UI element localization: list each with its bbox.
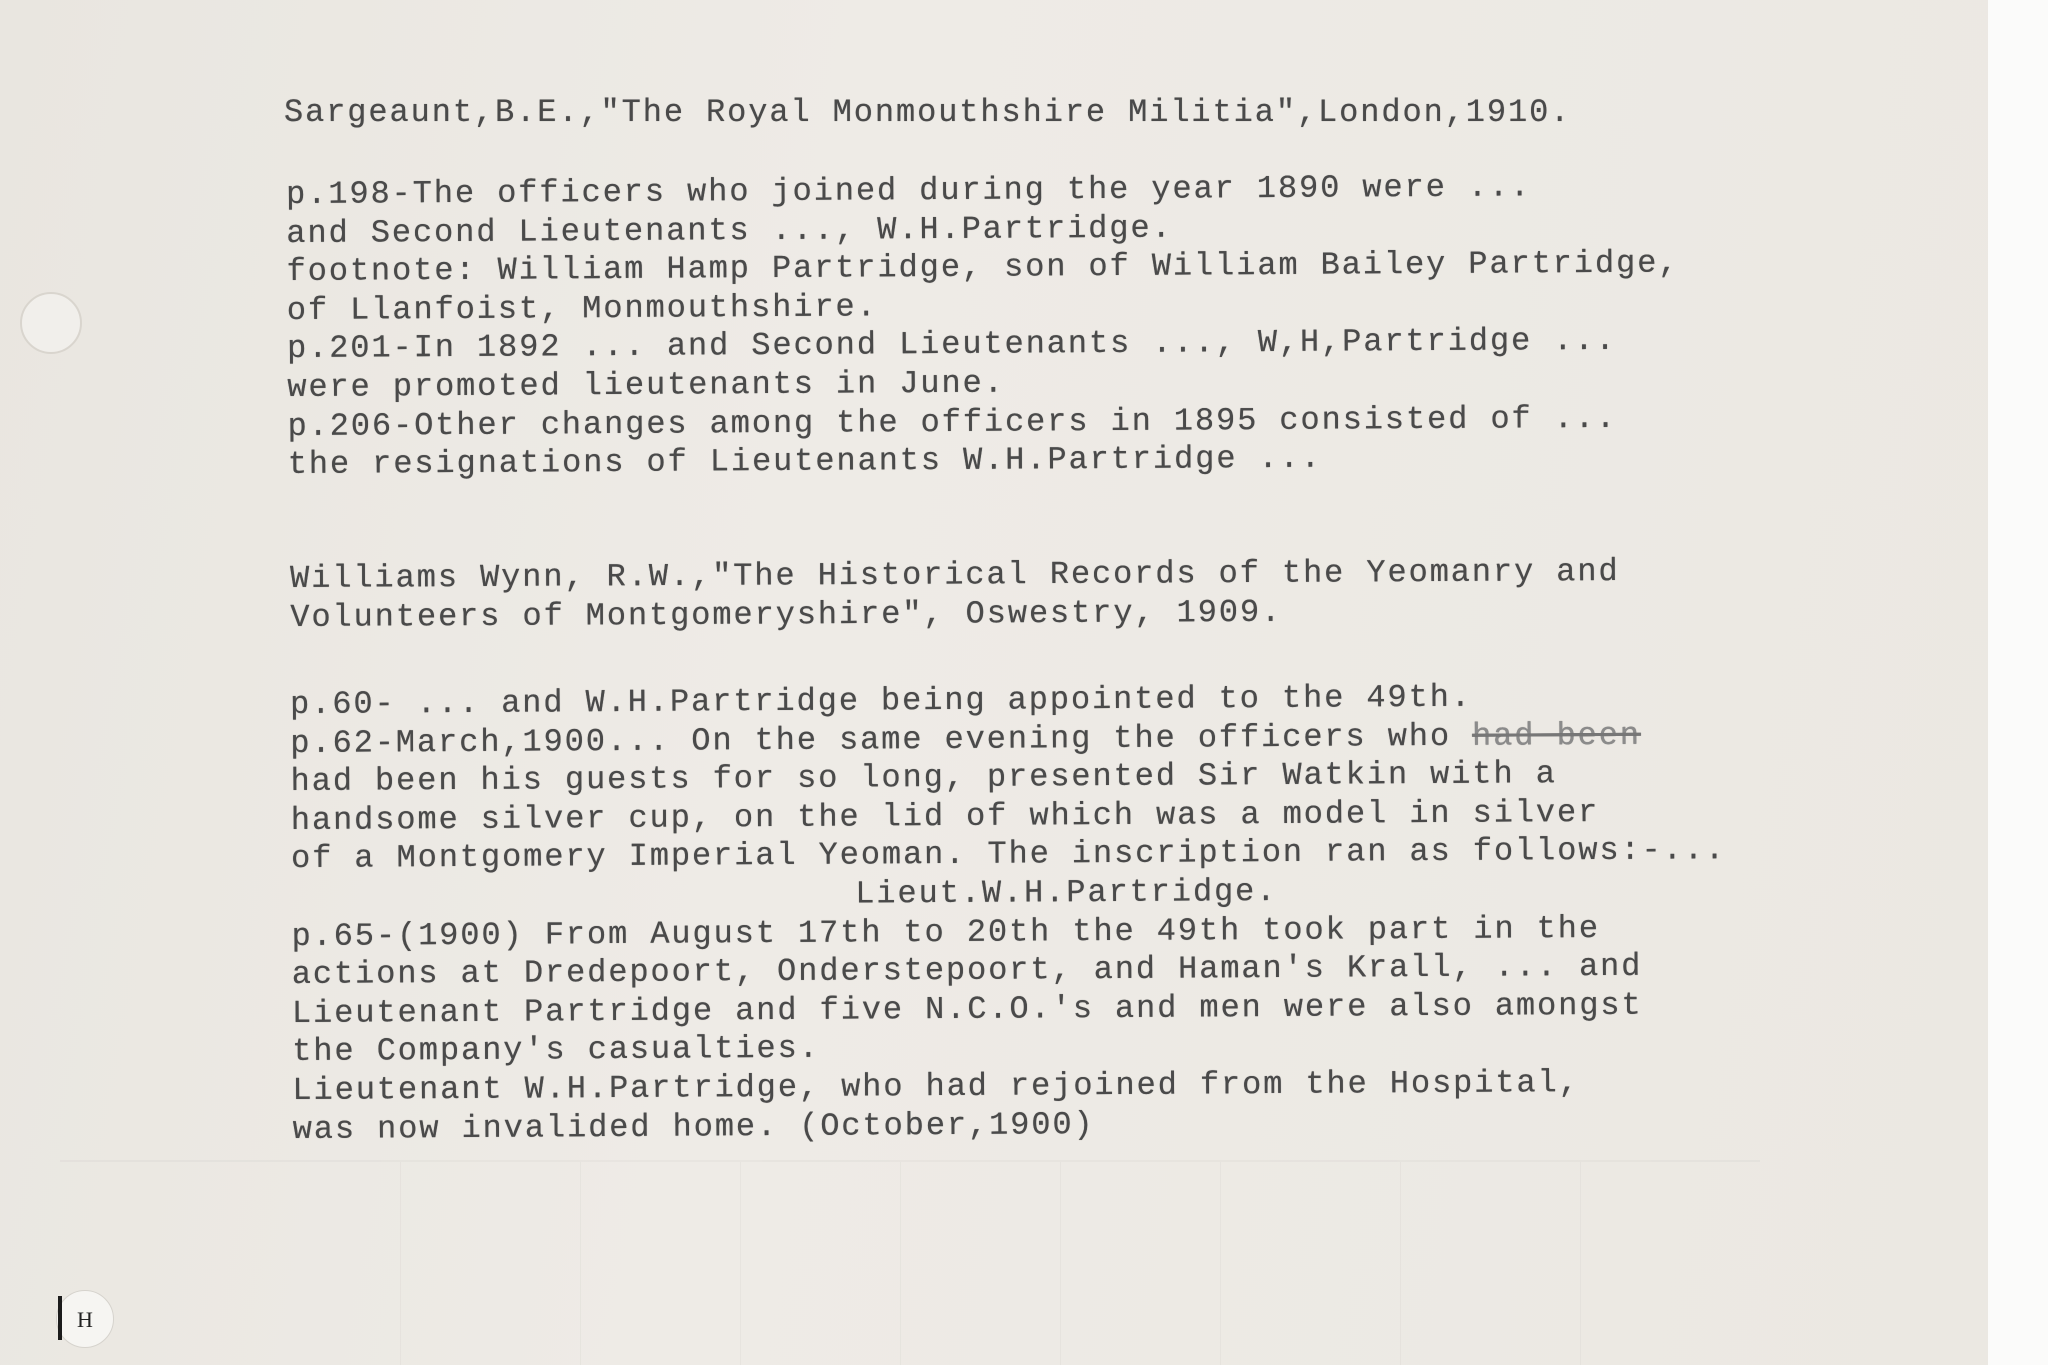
citation-line: Sargeaunt,B.E.,"The Royal Monmouthshire Militia",London,1910. — [284, 94, 1572, 131]
note-line: p.65-(1900) From August 17th to 20th the 49th took part in the — [291, 909, 1601, 955]
entry1-citation — [284, 94, 1571, 133]
note-line: p.60- ... and W.H.Partridge being appointed to the 49th. — [290, 678, 1472, 723]
punch-hole — [20, 292, 82, 354]
note-line: and Second Lieutenants ..., W.H.Partridge. — [286, 209, 1173, 252]
citation-line: Volunteers of Montgomeryshire", Oswestry, 1909. — [290, 593, 1283, 636]
note-line: the resignations of Lieutenants W.H.Partridge ... — [287, 439, 1322, 484]
scan-margin — [1988, 0, 2048, 1365]
struck-through-text: had been — [1471, 716, 1642, 755]
note-line: p.206-Other changes among the officers in 1895 consisted of ... — [287, 399, 1618, 445]
note-line: Lieutenant W.H.Partridge, who had rejoined from the Hospital, — [292, 1064, 1580, 1109]
note-line: Lieutenant Partridge and five N.C.O.'s and men were also amongst — [291, 986, 1643, 1032]
note-line: p.201-In 1892 ... and Second Lieutenants ..., W,H,Partridge ... — [286, 322, 1617, 368]
note-line: footnote: William Hamp Partridge, son of William Bailey Partridge, — [286, 244, 1680, 291]
note-line: had been his guests for so long, presented Sir Watkin with a — [290, 755, 1557, 801]
note-line: was now invalided home. (October,1900) — [292, 1105, 1095, 1148]
archive-stamp: H — [56, 1290, 114, 1348]
entry1-notes — [286, 167, 1681, 484]
stamp-bar — [58, 1296, 62, 1340]
note-line: of a Montgomery Imperial Yeoman. The inscription ran as follows:-... — [290, 831, 1727, 878]
note-line: were promoted lieutenants in June. — [287, 364, 1005, 406]
entry2-citation — [290, 553, 1620, 637]
citation-line: Williams Wynn, R.W.,"The Historical Records of the Yeomanry and — [290, 553, 1620, 597]
note-line: p.198-The officers who joined during the year 1890 were ... — [286, 168, 1532, 213]
inscription-line: Lieut.W.H.Partridge. — [855, 872, 1278, 913]
note-line: the Company's casualties. — [292, 1030, 820, 1071]
note-line: handsome silver cup, on the lid of which was a model in silver — [290, 793, 1600, 839]
entry2-notes — [290, 677, 1728, 1149]
note-line: of Llanfoist, Monmouthshire. — [286, 288, 878, 329]
p62-text: p.62-March,1900... On the same evening the officers who — [290, 717, 1473, 762]
note-line: actions at Dredepoort, Onderstepoort, and Haman's Krall, ... and — [291, 947, 1643, 994]
show-through-table — [60, 1160, 1760, 1365]
